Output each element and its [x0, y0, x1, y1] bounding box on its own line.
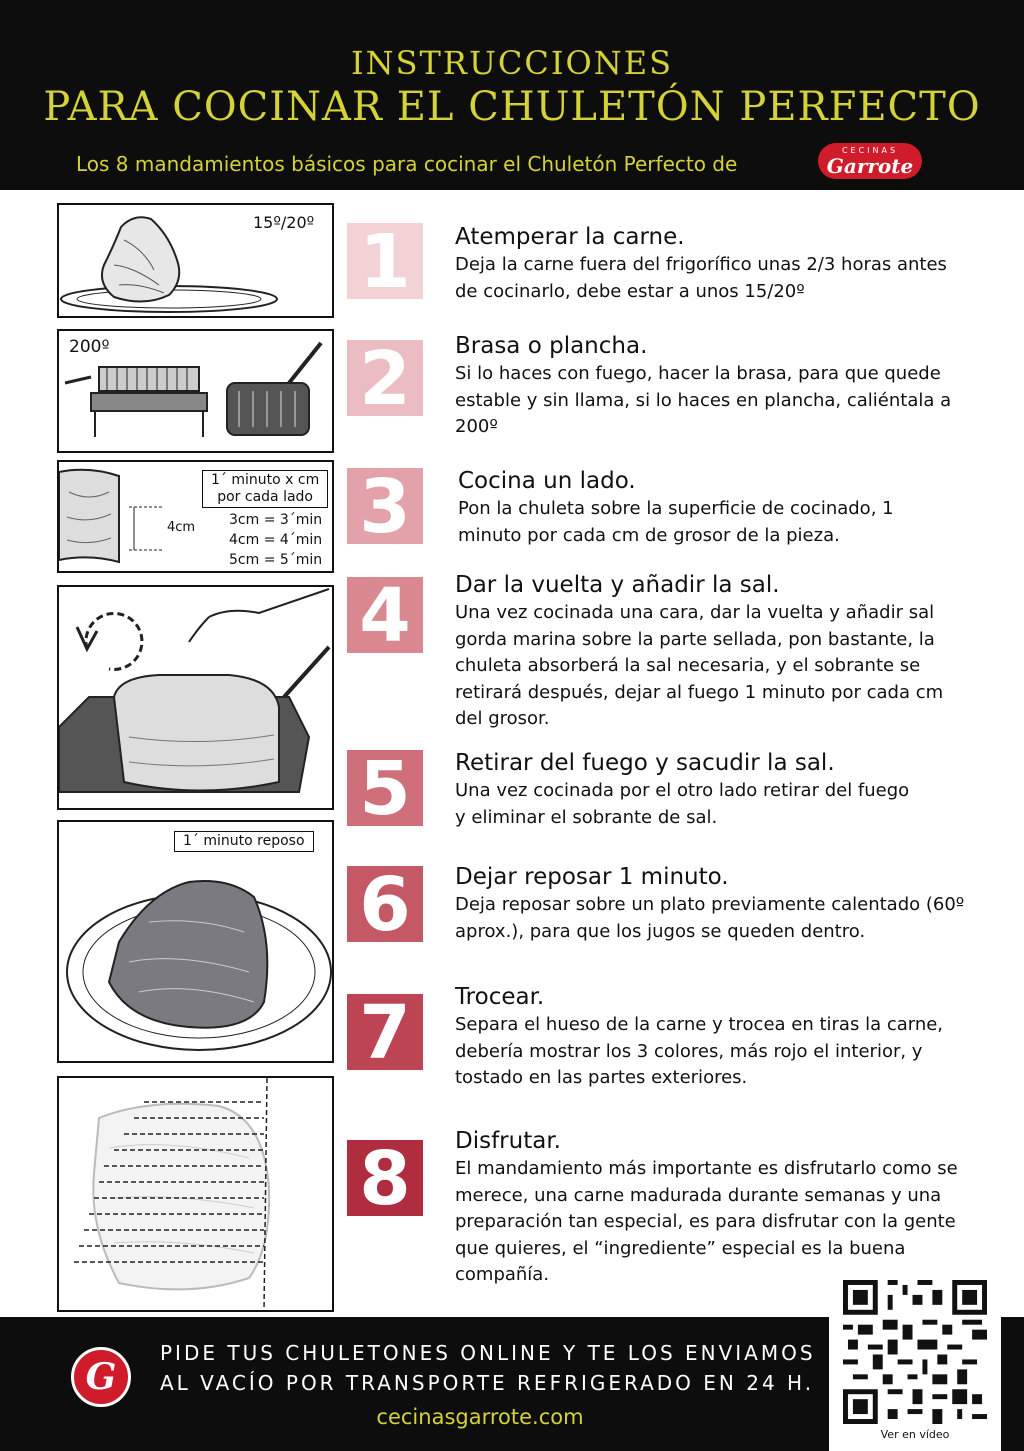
step-4 — [455, 570, 985, 733]
footer-line-1: PIDE TUS CHULETONES ONLINE Y TE LOS ENVIAMOS — [160, 1341, 816, 1365]
step-body: Deja la carne fuera del frigorífico unas 2/3 horas antes de cocinarlo, debe estar a unos 15/20º — [455, 254, 947, 302]
step-number-6: 6 — [347, 866, 423, 942]
title-line-2: PARA COCINAR EL CHULETÓN PERFECTO — [43, 84, 981, 130]
step-number-5: 5 — [347, 750, 423, 826]
step-5 — [455, 748, 985, 831]
qr-code-icon — [843, 1280, 987, 1424]
brand-name: Garrote — [826, 154, 914, 178]
step-title: Retirar del fuego y sacudir la sal. — [455, 750, 835, 776]
website-link[interactable]: cecinasgarrote.com — [376, 1405, 584, 1429]
step-body: Separa el hueso de la carne y trocea en tiras la carne, debería mostrar los 3 colores, más rojo el interior, y tostado en las partes exteriores. — [455, 1014, 944, 1088]
step-6 — [455, 862, 985, 945]
garrote-logo-icon: G — [71, 1347, 131, 1407]
footer-line-2: AL VACÍO POR TRANSPORTE REFRIGERADO EN 24 H. — [160, 1371, 815, 1395]
rest-time-box: 1´ minuto reposo — [174, 831, 314, 852]
time-row-3cm: 3cm = 3´min — [229, 512, 323, 528]
step-body: Si lo haces con fuego, hacer la brasa, para que quede estable y sin llama, si lo haces en plancha, caliéntala a 200º — [455, 363, 952, 437]
step-title: Dar la vuelta y añadir la sal. — [455, 572, 780, 598]
subtitle: Los 8 mandamientos básicos para cocinar el Chuletón Perfecto de — [76, 152, 738, 176]
header — [0, 0, 1024, 190]
step-number-7: 7 — [347, 994, 423, 1070]
step-title: Cocina un lado. — [458, 468, 636, 494]
illustration-cook-one-side — [57, 460, 334, 573]
sliced-steak-icon — [59, 1078, 332, 1310]
step-title: Atemperar la carne. — [455, 224, 685, 250]
step-title: Disfrutar. — [455, 1128, 561, 1154]
illustration-flip-and-salt — [57, 585, 334, 810]
step-body: Pon la chuleta sobre la superficie de cocinado, 1 minuto por cada cm de grosor de la pieza. — [458, 498, 894, 546]
illustration-room-temperature — [57, 203, 334, 318]
step-number-1: 1 — [347, 223, 423, 299]
illustration-cut — [57, 1076, 334, 1312]
steak-resting-icon — [59, 822, 332, 1061]
qr-code[interactable] — [829, 1270, 1001, 1451]
flip-and-salt-icon — [59, 587, 332, 808]
time-per-cm-line-2: por cada lado — [217, 489, 313, 505]
step-number-8: 8 — [347, 1140, 423, 1216]
step-body: Una vez cocinada una cara, dar la vuelta y añadir sal gorda marina sobre la parte sellada, pon bastante, la chuleta absorberá la sal necesaria, y el sobrante se retirará después, dejar al fuego 1 minuto por cada cm del grosor. — [455, 602, 944, 729]
step-title: Trocear. — [455, 984, 545, 1010]
step-title: Brasa o plancha. — [455, 333, 648, 359]
step-number-3: 3 — [347, 468, 423, 544]
qr-caption: Ver en vídeo — [880, 1428, 950, 1441]
illustration-grill-or-pan — [57, 329, 334, 453]
step-3 — [458, 466, 988, 549]
step-number-2: 2 — [347, 340, 423, 416]
step-body: El mandamiento más importante es disfrutarlo como se merece, una carne madurada durante semanas y una preparación tan especial, es para disfrutar con la gente que quieres, el “ingrediente” especial es la buena compañía. — [455, 1158, 958, 1285]
step-7 — [455, 982, 985, 1092]
thickness-label: 4cm — [167, 520, 196, 535]
grill-temperature-label: 200º — [69, 337, 110, 357]
step-body: Deja reposar sobre un plato previamente calentado (60º aprox.), para que los jugos se queden dentro. — [455, 894, 965, 942]
step-1 — [455, 222, 985, 305]
step-body: Una vez cocinada por el otro lado retirar del fuego y eliminar el sobrante de sal. — [455, 780, 910, 828]
step-2 — [455, 331, 985, 441]
illustration-rest — [57, 820, 334, 1063]
time-per-cm-line-1: 1´ minuto x cm — [211, 472, 320, 488]
temperature-label: 15º/20º — [253, 213, 315, 232]
step-title: Dejar reposar 1 minuto. — [455, 864, 729, 890]
step-8 — [455, 1126, 985, 1289]
time-row-4cm: 4cm = 4´min — [229, 532, 323, 548]
brand-small-text: CECINAS — [841, 146, 899, 155]
brand-logo — [818, 143, 922, 179]
step-number-4: 4 — [347, 577, 423, 653]
time-row-5cm: 5cm = 5´min — [229, 552, 323, 568]
title-line-1: INSTRUCCIONES — [350, 44, 674, 82]
time-per-cm-box — [202, 470, 328, 508]
